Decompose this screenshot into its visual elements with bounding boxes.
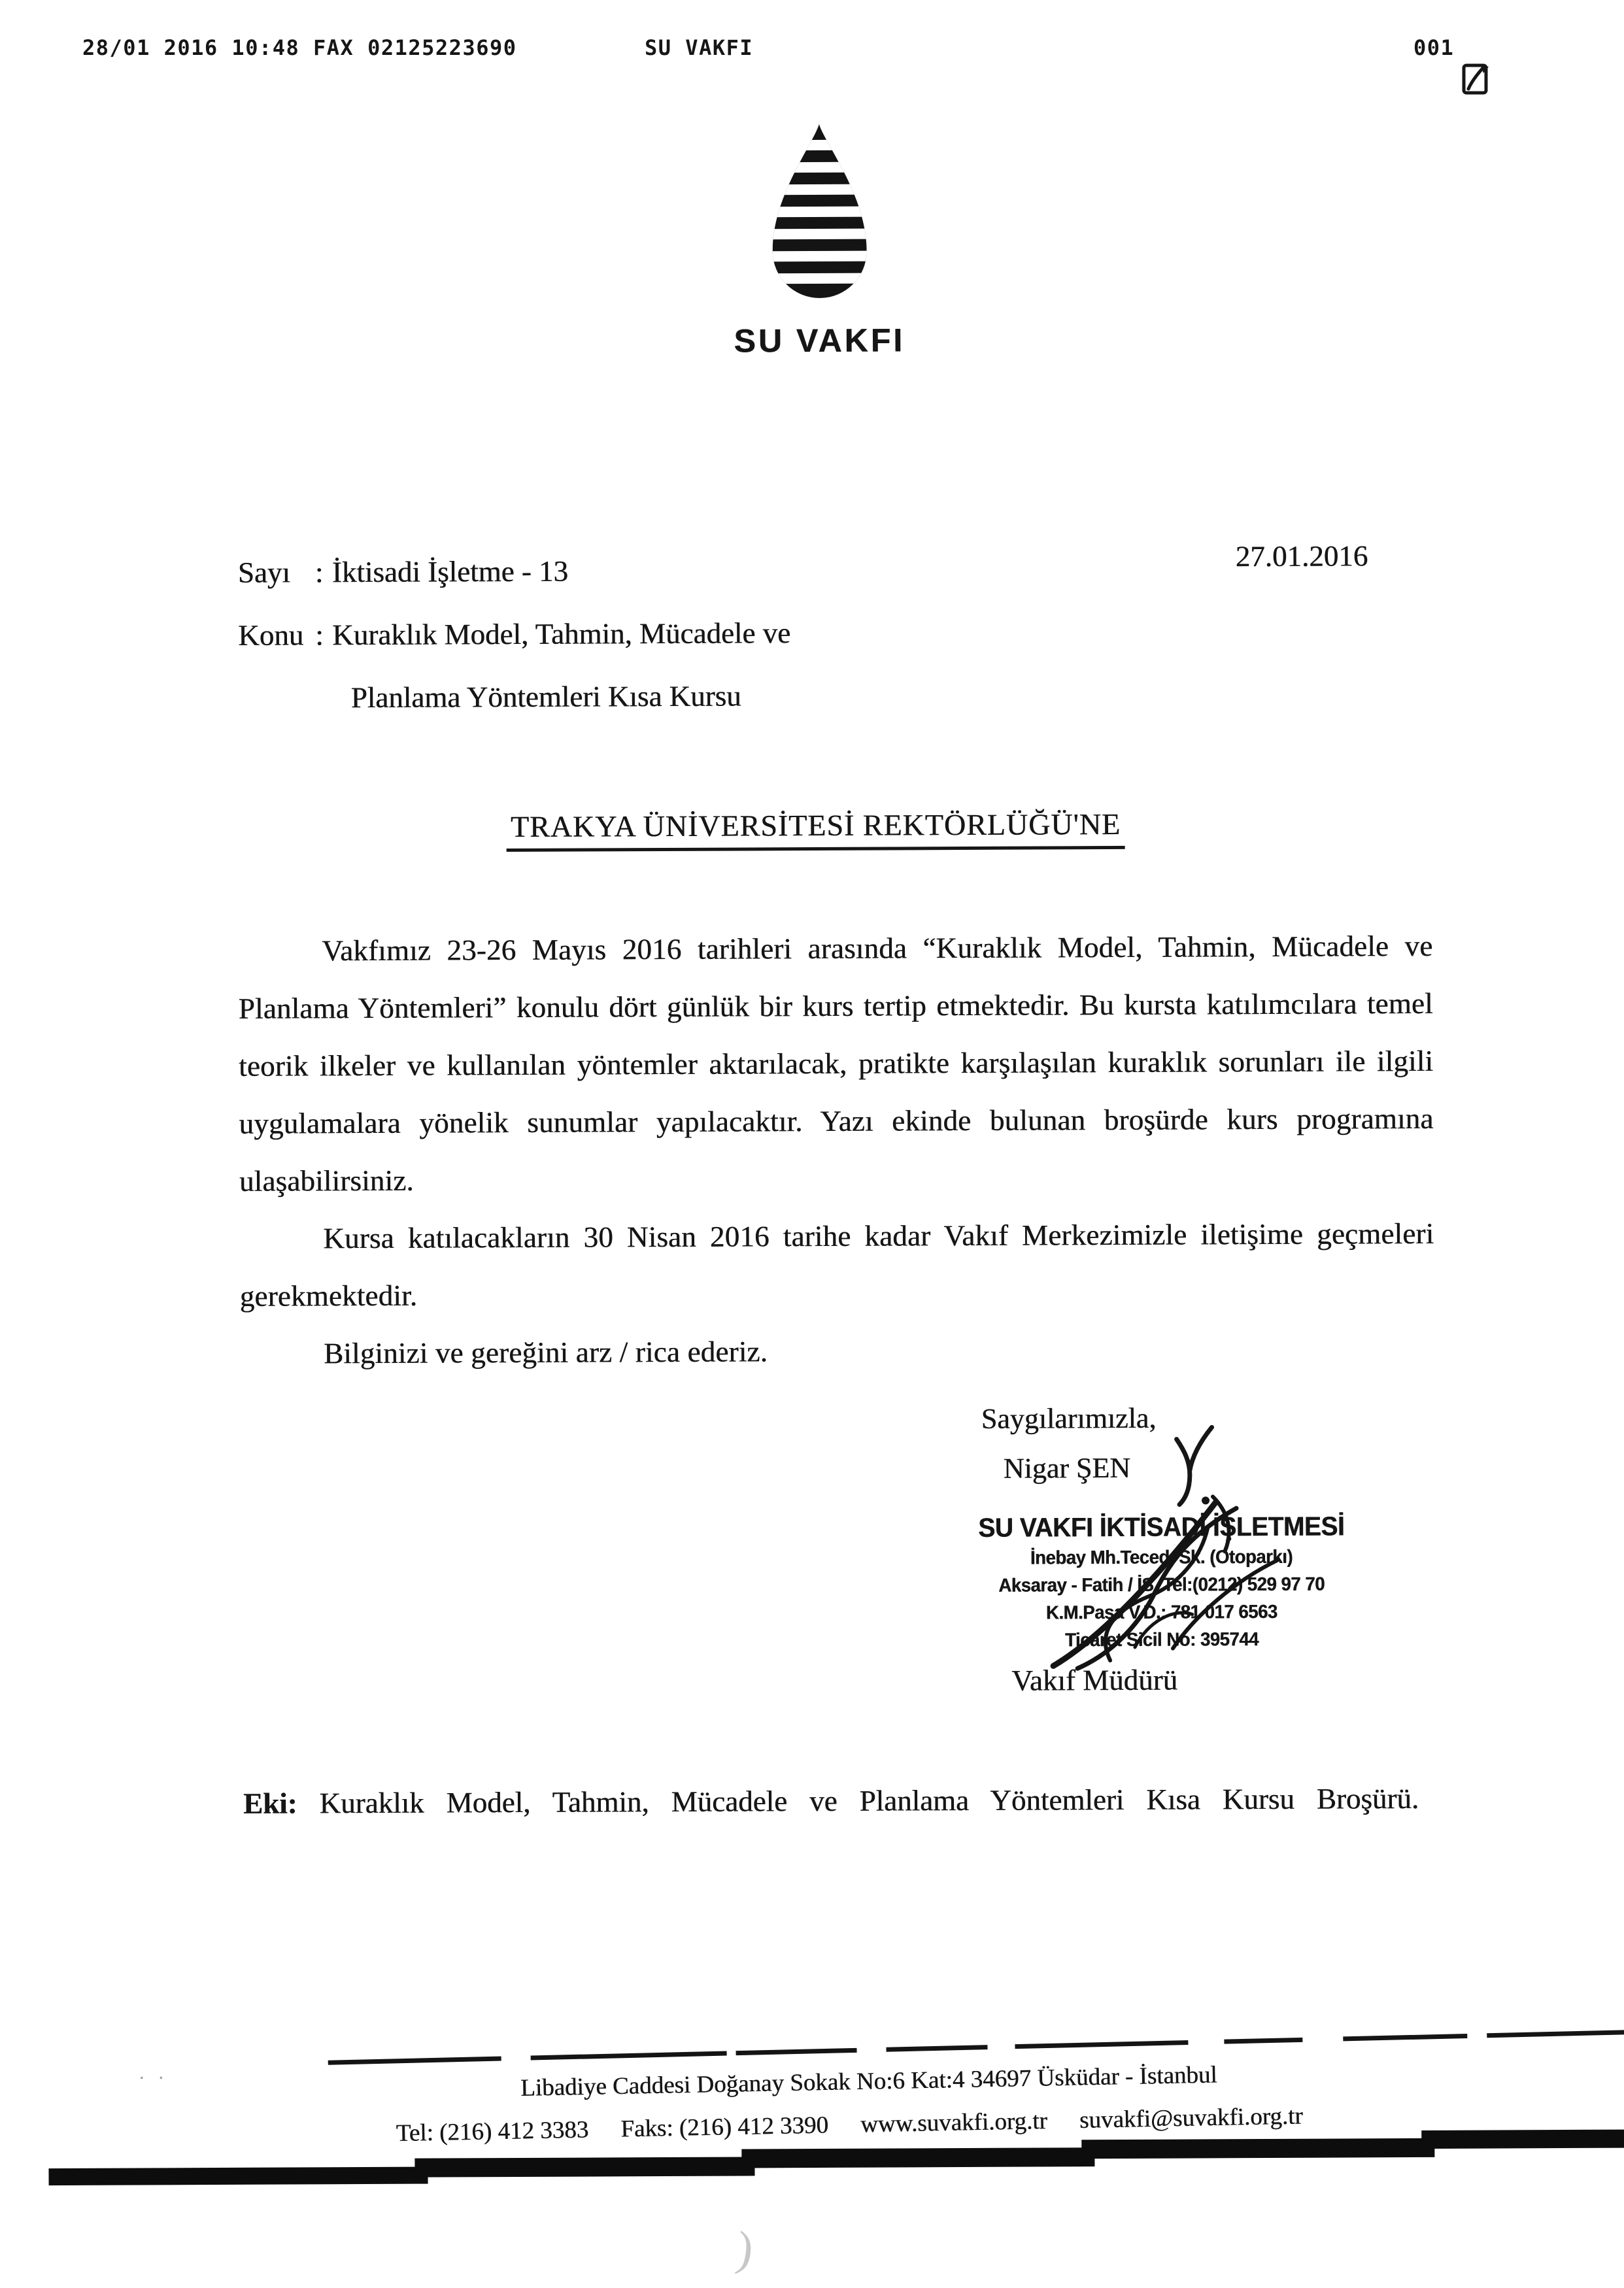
sayi-separator: :	[314, 556, 324, 589]
scan-bottom-bar-segment	[414, 2157, 754, 2177]
scan-bottom-bar-segment	[1421, 2130, 1624, 2149]
body-paragraph-1: Vakfımız 23-26 Mayıs 2016 tarihleri arasında “Kuraklık Model, Tahmin, Mücadele ve Planlama Yöntemleri” konulu dört günlük bir kurs tertip etmektedir. Bu kursta katılımcılara temel teorik ilkeler ve kullanılan yöntemler aktarılacak, pratikte karşılaşılan kuraklık sorunları ile ilgili uygulamalara yönelik sunumlar yapılacaktır. Yazı ekinde bulunan broşürde kurs programına ulaşabilirsiniz.	[238, 929, 1434, 1198]
stamp-line-2: İnebay Mh.Teced. Sk. (Otoparkı)	[1030, 1546, 1293, 1569]
handwritten-signature-scrawl	[1017, 1483, 1318, 1684]
stamp-line-1: SU VAKFI İKTİSADİ İŞLETMESİ	[978, 1511, 1345, 1543]
stamp-line-3: Aksaray - Fatih / İS. Tel:(0212) 529 97 70	[998, 1573, 1325, 1596]
attachment-label: Eki:	[243, 1787, 297, 1820]
fax-page-number: 001	[1413, 35, 1455, 60]
signer-title: Vakıf Müdürü	[1011, 1663, 1178, 1697]
scan-artifact-dots: · ·	[138, 2067, 169, 2089]
sayi-value: İktisadi İşletme - 13	[331, 554, 569, 589]
scan-bottom-bar-segment	[1081, 2138, 1434, 2159]
logo-wordmark: SU VAKFI	[734, 322, 905, 360]
konu-label: Konu	[238, 618, 304, 652]
recipient-title-wrap	[3, 805, 1624, 854]
closing-phrase: Saygılarımızla,	[981, 1402, 1157, 1435]
footer-address: Libadiye Caddesi Doğanay Sokak No:6 Kat:4 34697 Üsküdar - İstanbul	[520, 2061, 1217, 2102]
recipient-title: TRAKYA ÜNİVERSİTESİ REKTÖRLÜĞÜ'NE	[507, 807, 1125, 852]
footer-tel: Tel: (216) 412 3383	[396, 2116, 589, 2147]
konu-row	[238, 601, 790, 667]
body-paragraph-3: Bilginizi ve gereğini arz / rica ederiz.	[323, 1335, 768, 1370]
letter-date: 27.01.2016	[1235, 539, 1368, 573]
letter-meta	[238, 539, 791, 730]
footer-email: suvakfi@suvakfi.org.tr	[1079, 2102, 1303, 2134]
footer-fax: Faks: (216) 412 3390	[620, 2111, 829, 2143]
scan-artifact-mark: )	[733, 2221, 757, 2277]
sayi-label: Sayı	[237, 556, 290, 589]
sayi-row	[238, 539, 790, 604]
attachment-description: Kuraklık Model, Tahmin, Mücadele ve Planlama Yöntemleri Kısa Kursu Broşürü.	[319, 1781, 1419, 1820]
fax-timestamp: 28/01 2016 10:48 FAX 02125223690	[82, 35, 517, 60]
scan-bottom-bar-segment	[48, 2167, 428, 2186]
konu-value-line1: Kuraklık Model, Tahmin, Mücadele ve	[332, 616, 791, 652]
stamp-line-4: K.M.Paşa V.D.: 781 017 6563	[1045, 1601, 1277, 1624]
konu-value-line2: Planlama Yöntemleri Kısa Kursu	[350, 679, 741, 715]
stamp-line-5: Ticaret Sicil No: 395744	[1064, 1629, 1259, 1651]
fax-sender-name: SU VAKFI	[645, 35, 754, 60]
letter-body	[238, 917, 1434, 1383]
footer-website: www.suvakfi.org.tr	[860, 2107, 1048, 2138]
scan-bottom-bar-segment	[741, 2147, 1094, 2168]
konu-separator: :	[315, 618, 324, 652]
body-paragraph-2: Kursa katılacakların 30 Nisan 2016 tarihe kadar Vakıf Merkezimizle iletişime geçmeleri gerekmektedir.	[239, 1217, 1434, 1313]
attachment-line	[243, 1779, 1419, 1823]
water-drop-icon	[747, 122, 892, 314]
signer-name: Nigar ŞEN	[1003, 1451, 1131, 1485]
